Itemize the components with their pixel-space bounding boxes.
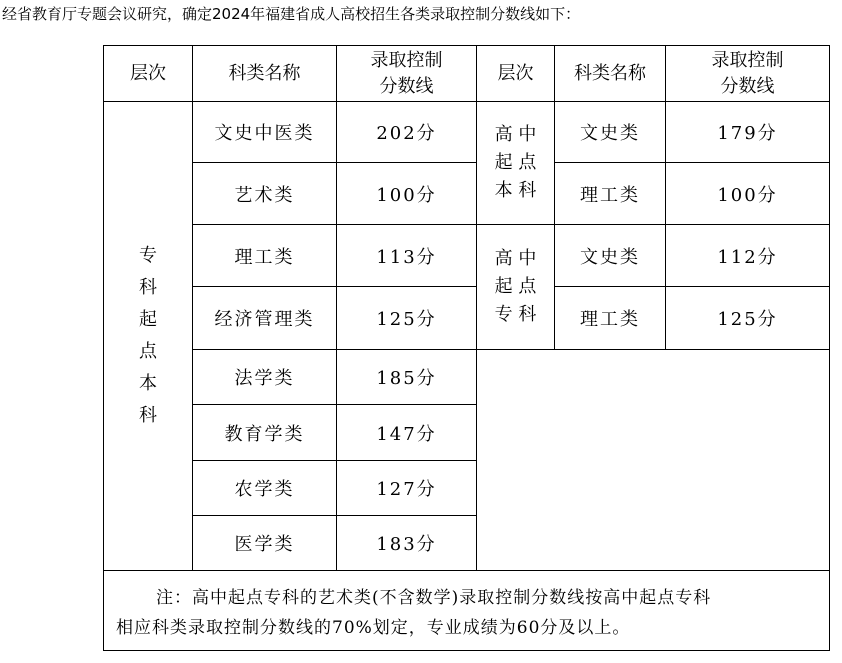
table-row-category (193, 163, 337, 225)
right-g1-row-0-score: 112分 (717, 246, 778, 268)
intro-text: 经省教育厅专题会议研究，确定2024年福建省成人高校招生各类录取控制分数线如下： (2, 5, 581, 23)
left-row-6-score: 127分 (376, 479, 437, 500)
left-row-3-category: 经济管理类 (214, 309, 315, 330)
left-level-cell (103, 102, 193, 571)
left-row-0-category: 文史中医类 (214, 123, 315, 144)
score-table (103, 45, 830, 651)
left-row-2-score: 113分 (376, 246, 437, 268)
table-row-score (666, 163, 830, 225)
table-row-category (555, 287, 666, 350)
header-category-right-text: 科类名称 (574, 62, 646, 84)
table-row-category (193, 225, 337, 287)
empty-area (477, 350, 830, 571)
right-group-1-level-line3: 专 科 (494, 304, 537, 325)
table-row-category (555, 225, 666, 287)
right-group-1-level-line1: 高 中 (494, 248, 537, 269)
left-row-1-category: 艺术类 (234, 184, 295, 206)
header-score-left-line2: 分数线 (379, 75, 434, 97)
header-level-left-text: 层次 (130, 62, 166, 84)
table-row-category (193, 405, 337, 461)
table-row-score (666, 225, 830, 287)
left-row-0-score: 202分 (376, 123, 437, 144)
right-group-0-level-line2: 起 点 (494, 152, 537, 173)
left-row-7-score: 183分 (376, 534, 437, 555)
table-row-score (337, 405, 477, 461)
table-row-category (555, 163, 666, 225)
note-line-2: 相应科类录取控制分数线的70%划定，专业成绩为60分及以上。 (116, 618, 631, 638)
right-g0-row-0-category: 文史类 (580, 123, 640, 144)
left-level-label: 专 科 起 点 本 科 (139, 245, 157, 426)
table-row-score (337, 163, 477, 225)
header-score-left-line1: 录取控制 (370, 49, 443, 71)
header-score-left (337, 45, 477, 102)
table-row-category (193, 350, 337, 405)
table-row-score (337, 287, 477, 350)
header-level-left (103, 45, 193, 102)
left-row-4-category: 法学类 (234, 368, 295, 389)
header-score-right-line1: 录取控制 (711, 49, 784, 71)
header-category-left (193, 45, 337, 102)
table-row-category (193, 102, 337, 163)
header-category-right (555, 45, 666, 102)
right-group-0-level-line1: 高 中 (494, 124, 537, 145)
header-level-right (477, 45, 555, 102)
right-g0-row-1-category: 理工类 (580, 184, 640, 206)
right-g0-row-1-score: 100分 (717, 184, 778, 206)
left-row-3-score: 125分 (376, 309, 437, 330)
header-score-right-line2: 分数线 (720, 75, 775, 97)
table-row-score (666, 102, 830, 163)
table-row-score (337, 461, 477, 516)
right-group-1-level-line2: 起 点 (494, 276, 537, 297)
header-score-right (666, 45, 830, 102)
right-g0-row-0-score: 179分 (717, 123, 778, 144)
table-row-score (666, 287, 830, 350)
right-group-0-level-line3: 本 科 (494, 180, 537, 201)
table-row-category (193, 461, 337, 516)
left-row-5-category: 教育学类 (224, 423, 305, 445)
table-row-category (555, 102, 666, 163)
table-row-score (337, 516, 477, 571)
left-row-6-category: 农学类 (234, 479, 295, 500)
note-text (104, 571, 721, 643)
table-row-category (193, 516, 337, 571)
left-row-7-category: 医学类 (234, 534, 295, 555)
right-g1-row-1-category: 理工类 (580, 309, 640, 330)
left-row-1-score: 100分 (376, 184, 437, 206)
note-row (103, 571, 830, 651)
right-g1-row-0-category: 文史类 (580, 246, 640, 268)
header-category-left-text: 科类名称 (228, 62, 301, 84)
left-row-2-category: 理工类 (234, 246, 295, 268)
table-row-score (337, 350, 477, 405)
note-line-1: 注：高中起点专科的艺术类(不含数学)录取控制分数线按高中起点专科 (156, 588, 712, 608)
left-row-4-score: 185分 (376, 368, 437, 389)
right-group-1-level (477, 225, 555, 350)
right-g1-row-1-score: 125分 (717, 309, 778, 330)
left-row-5-score: 147分 (376, 423, 437, 445)
table-row-category (193, 287, 337, 350)
header-level-right-text: 层次 (497, 62, 534, 84)
table-row-score (337, 225, 477, 287)
table-row-score (337, 102, 477, 163)
right-group-0-level (477, 102, 555, 225)
